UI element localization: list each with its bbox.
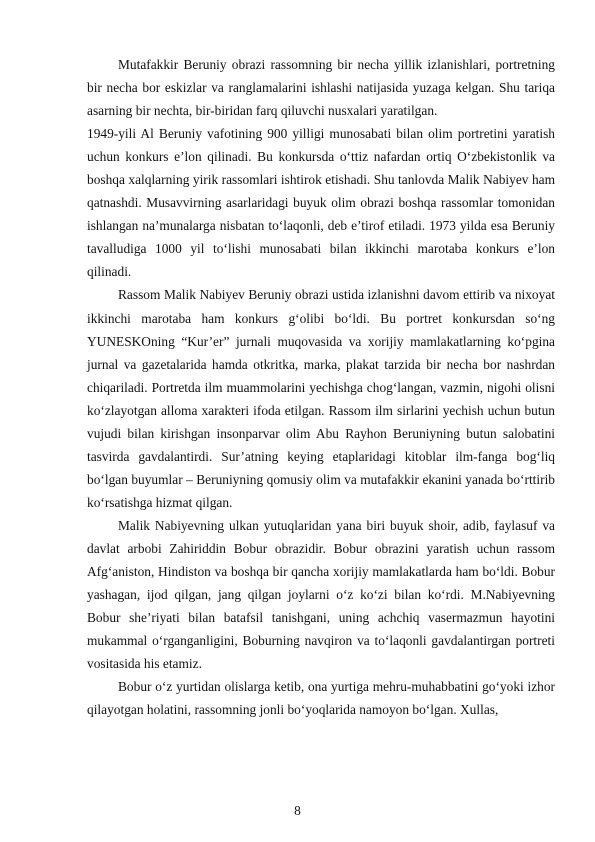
paragraph-3: Rassom Malik Nabiyev Beruniy obrazi ustida izlanishni davom ettirib va nixoyat ikkinchi marotaba ham konkurs g‘olibi bo‘ldi. Bu portret konkursdan so‘ng YUNESKOning “Kur’er” jurnali muqovasida va xorijiy mamlakatlarning ko‘pgina jurnal va gazetalarida hamda otkritka, marka, plakat tarzida bir necha bor nashrdan chiqariladi. Portretda ilm muammolarini yechishga chog‘langan, vazmin, nigohi olisni ko‘zlayotgan alloma xarakteri ifoda etilgan. Rassom ilm sirlarini yechish uchun butun vujudi bilan kirishgan insonparvar olim Abu Rayhon Beruniyning butun salobatini tasvirda gavdalantirdi. Sur’atning keying etaplaridagi kitoblar ilm-fanga bog‘liq bo‘lgan buyumlar – Beruniyning qomusiy olim va mutafakkir ekanini yanada bo‘rttirib ko‘rsatishga hizmat qilgan. [87, 287, 555, 510]
paragraph-4: Malik Nabiyevning ulkan yutuqlaridan yana biri buyuk shoir, adib, faylasuf va davlat arbobi Zahiriddin Bobur obrazidir. Bobur obrazini yaratish uchun rassom Afg‘aniston, Hindiston va boshqa bir qancha xorijiy mamlakatlarda ham bo‘ldi. Bobur yashagan, ijod qilgan, jang qilgan joylarni o‘z ko‘zi bilan ko‘rdi. M.Nabiyevning Bobur she’riyati bilan batafsil tanishgani, uning achchiq vasermazmun hayotini mukammal o‘rganganligini, Boburning navqiron va to‘laqonli gavdalantirgan portreti vositasida his etamiz. [87, 517, 555, 672]
paragraph-5: Bobur o‘z yurtidan olislarga ketib, ona yurtiga mehru-muhabbatini go‘yoki izhor qilayotgan holatini, rassomning jonli bo‘yoqlarida namoyon bo‘lgan. Xullas, [87, 679, 555, 718]
document-body [87, 53, 555, 721]
page-number: 8 [294, 803, 301, 818]
paragraph-2: 1949-yili Al Beruniy vafotining 900 yilligi munosabati bilan olim portretini yaratish uchun konkurs e’lon qilinadi. Bu konkursda o‘ttiz nafardan ortiq O‘zbekistonlik va boshqa xalqlarning yirik rassomlari ishtirok etishadi. Shu tanlovda Malik Nabiyev ham qatnashdi. Musavvirning asarlaridagi buyuk olim obrazi boshqa rassomlar tomonidan ishlangan na’munalarga nisbatan to‘laqonli, deb e’tirof etiladi. 1973 yilda esa Beruniy tavalludiga 1000 yil to‘lishi munosabati bilan ikkinchi marotaba konkurs e’lon qilinadi. [87, 126, 555, 280]
paragraph-1: Mutafakkir Beruniy obrazi rassomning bir necha yillik izlanishlari, portretning bir necha bor eskizlar va ranglamalarini ishlashi natijasida yuzaga kelgan. Shu tariqa asarning bir nechta, bir-biridan farq qiluvchi nusxalari yaratilgan. [87, 57, 555, 119]
